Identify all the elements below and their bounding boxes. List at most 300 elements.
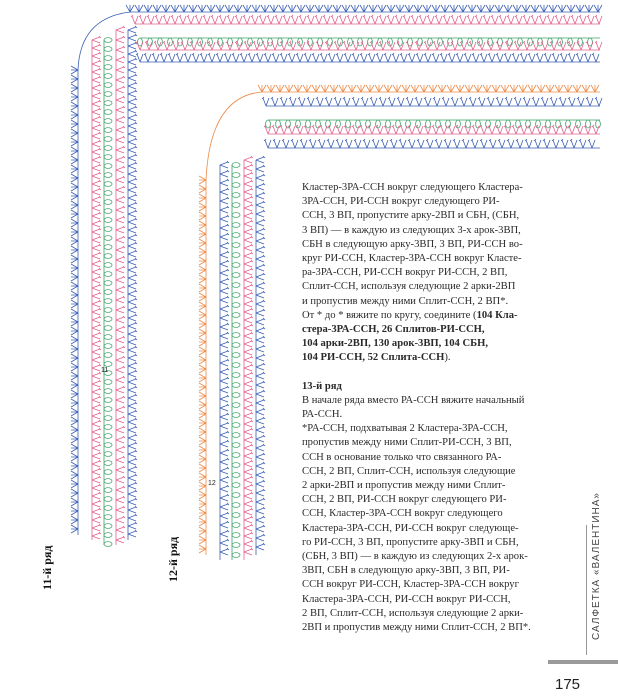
chain-loop	[104, 47, 112, 52]
double-crochet	[584, 53, 591, 62]
double-crochet	[579, 139, 586, 148]
fan-stitch	[126, 5, 134, 12]
double-crochet	[271, 97, 278, 106]
row-13-heading: 13-й ряд	[302, 380, 342, 392]
text-line: (СБН, 3 ВП) — в каждую из следующих 2-х арок-	[302, 551, 528, 563]
double-crochet	[244, 276, 253, 283]
double-crochet	[131, 15, 138, 24]
double-crochet	[444, 139, 451, 148]
double-crochet	[256, 444, 265, 451]
double-crochet	[244, 292, 253, 299]
chain-loop	[232, 463, 240, 468]
double-crochet	[128, 458, 137, 465]
fan-stitch	[474, 85, 482, 92]
double-crochet	[128, 162, 137, 169]
text-line: го РИ-ССН, 3 ВП, пропустите арку-3ВП и СБН,	[302, 536, 519, 548]
fan-stitch	[567, 5, 575, 12]
double-crochet	[256, 336, 265, 343]
double-crochet	[128, 330, 137, 337]
fan-stitch	[199, 311, 206, 319]
fan-stitch	[71, 516, 78, 524]
double-crochet	[384, 53, 391, 62]
double-crochet	[92, 252, 101, 259]
double-crochet	[587, 15, 594, 24]
double-crochet	[128, 530, 137, 537]
chain-loop	[232, 223, 240, 228]
double-crochet	[244, 484, 253, 491]
double-crochet	[256, 354, 265, 361]
double-crochet	[256, 156, 265, 163]
double-crochet	[128, 370, 137, 377]
double-crochet	[92, 124, 101, 131]
double-crochet	[116, 436, 125, 443]
fan-stitch	[199, 473, 206, 481]
double-crochet	[220, 161, 229, 168]
double-crochet	[92, 212, 101, 219]
double-crochet	[555, 15, 562, 24]
double-crochet	[363, 139, 370, 148]
fan-stitch	[495, 5, 503, 12]
double-crochet	[256, 165, 265, 172]
fan-stitch	[564, 85, 572, 92]
row-13-intro	[302, 394, 564, 422]
double-crochet	[244, 452, 253, 459]
double-crochet	[392, 53, 399, 62]
double-crochet	[339, 15, 346, 24]
double-crochet	[244, 316, 253, 323]
double-crochet	[92, 172, 101, 179]
chain-loop	[546, 120, 551, 128]
double-crochet	[128, 186, 137, 193]
fan-stitch	[199, 329, 206, 337]
double-crochet	[323, 15, 330, 24]
double-crochet	[128, 178, 137, 185]
text-line: пропустив между ними Сплит-РИ-ССН, 3 ВП,	[302, 437, 512, 449]
double-crochet	[244, 212, 253, 219]
double-crochet	[315, 15, 322, 24]
fan-stitch	[199, 545, 206, 553]
double-crochet	[283, 15, 290, 24]
double-crochet	[433, 97, 440, 106]
fan-stitch	[71, 201, 78, 209]
double-crochet	[256, 219, 265, 226]
double-crochet	[552, 53, 559, 62]
double-crochet	[92, 476, 101, 483]
fan-stitch	[71, 102, 78, 110]
fan-stitch	[366, 85, 374, 92]
double-crochet	[128, 306, 137, 313]
book-section-title: САЛФЕТКА «ВАЛЕНТИНА»	[591, 492, 602, 640]
chain-loop	[104, 254, 112, 259]
double-crochet	[244, 380, 253, 387]
chain-loop	[104, 344, 112, 349]
double-crochet	[299, 15, 306, 24]
double-crochet	[116, 36, 125, 43]
double-crochet	[343, 97, 350, 106]
double-crochet	[256, 300, 265, 307]
chain-loop	[232, 483, 240, 488]
fan-stitch	[71, 417, 78, 425]
double-crochet	[296, 125, 303, 134]
double-crochet	[128, 386, 137, 393]
double-crochet	[256, 264, 265, 271]
double-crochet	[244, 252, 253, 259]
double-crochet	[116, 26, 125, 33]
double-crochet	[541, 41, 548, 50]
double-crochet	[595, 41, 602, 50]
double-crochet	[568, 53, 575, 62]
double-crochet	[456, 53, 463, 62]
fan-stitch	[71, 192, 78, 200]
double-crochet	[264, 53, 271, 62]
double-crochet	[179, 15, 186, 24]
chain-loop	[104, 443, 112, 448]
double-crochet	[128, 74, 137, 81]
fan-stitch	[71, 219, 78, 227]
double-crochet	[220, 440, 229, 447]
chain-loop	[232, 373, 240, 378]
fan-stitch	[199, 410, 206, 418]
double-crochet	[256, 183, 265, 190]
chain-loop	[232, 423, 240, 428]
text-line: круг РИ-ССН, Кластер-3РА-ССН вокруг Класте-	[302, 253, 522, 265]
fan-stitch	[71, 336, 78, 344]
double-crochet	[92, 332, 101, 339]
double-crochet	[116, 366, 125, 373]
fan-stitch	[447, 85, 455, 92]
row-13-instructions	[302, 422, 564, 635]
double-crochet	[300, 139, 307, 148]
fan-stitch	[71, 444, 78, 452]
fan-stitch	[199, 266, 206, 274]
double-crochet	[595, 15, 602, 24]
double-crochet	[334, 97, 341, 106]
stitch-count: 104 арки-2ВП, 130 арок-3ВП, 104 СБН,	[302, 338, 489, 350]
fan-stitch	[276, 85, 284, 92]
double-crochet	[298, 97, 305, 106]
double-crochet	[256, 201, 265, 208]
double-crochet	[475, 15, 482, 24]
fan-stitch	[546, 85, 554, 92]
double-crochet	[460, 97, 467, 106]
double-crochet	[128, 346, 137, 353]
text-line: *РА-ССН, подхватывая 2 Кластера-3РА-ССН,	[302, 423, 508, 435]
double-crochet	[116, 66, 125, 73]
double-crochet	[426, 139, 433, 148]
fan-stitch	[198, 5, 206, 12]
double-crochet	[559, 97, 566, 106]
double-crochet	[220, 413, 229, 420]
fan-stitch	[369, 5, 377, 12]
double-crochet	[471, 139, 478, 148]
chain-loop	[104, 200, 112, 205]
fan-stitch	[510, 85, 518, 92]
chain-loop	[104, 380, 112, 385]
double-crochet	[92, 92, 101, 99]
double-crochet	[128, 90, 137, 97]
chain-loop	[232, 523, 240, 528]
double-crochet	[116, 106, 125, 113]
double-crochet	[220, 350, 229, 357]
double-crochet	[116, 346, 125, 353]
double-crochet	[488, 53, 495, 62]
fan-stitch	[522, 5, 530, 12]
fan-stitch	[71, 129, 78, 137]
text-line: ССН в основание только что связанного РА-	[302, 451, 502, 463]
fan-stitch	[71, 327, 78, 335]
fan-stitch	[438, 85, 446, 92]
chain-loop	[266, 120, 271, 128]
double-crochet	[128, 418, 137, 425]
chain-loop	[104, 533, 112, 538]
double-crochet	[92, 372, 101, 379]
fan-stitch	[297, 5, 305, 12]
double-crochet	[163, 15, 170, 24]
double-crochet	[244, 188, 253, 195]
double-crochet	[291, 15, 298, 24]
double-crochet	[128, 218, 137, 225]
double-crochet	[116, 176, 125, 183]
fan-stitch	[71, 381, 78, 389]
double-crochet	[563, 15, 570, 24]
double-crochet	[244, 260, 253, 267]
fan-stitch	[71, 363, 78, 371]
double-crochet	[220, 431, 229, 438]
double-crochet	[395, 15, 402, 24]
fan-stitch	[71, 66, 78, 74]
double-crochet	[220, 260, 229, 267]
double-crochet	[499, 15, 506, 24]
double-crochet	[128, 154, 137, 161]
fan-stitch	[199, 401, 206, 409]
double-crochet	[116, 256, 125, 263]
double-crochet	[92, 460, 101, 467]
double-crochet	[220, 314, 229, 321]
fan-stitch	[519, 85, 527, 92]
double-crochet	[128, 266, 137, 273]
double-crochet	[136, 41, 143, 50]
double-crochet	[92, 492, 101, 499]
chain-loop	[356, 120, 361, 128]
fan-stitch	[171, 5, 179, 12]
double-crochet	[220, 530, 229, 537]
chain-loop	[104, 38, 112, 43]
double-crochet	[256, 471, 265, 478]
fan-stitch	[393, 85, 401, 92]
double-crochet	[496, 125, 503, 134]
fan-stitch	[162, 5, 170, 12]
double-crochet	[256, 480, 265, 487]
double-crochet	[256, 381, 265, 388]
fan-stitch	[199, 464, 206, 472]
double-crochet	[232, 53, 239, 62]
double-crochet	[136, 53, 143, 62]
double-crochet	[116, 506, 125, 513]
stitch-count: стера-3РА-ССН, 26 Сплитов-РИ-ССН,	[302, 324, 485, 336]
double-crochet	[514, 97, 521, 106]
double-crochet	[220, 224, 229, 231]
double-crochet	[92, 196, 101, 203]
double-crochet	[211, 15, 218, 24]
fan-stitch	[199, 482, 206, 490]
instructions-text	[302, 181, 564, 635]
double-crochet	[128, 242, 137, 249]
double-crochet	[92, 204, 101, 211]
double-crochet	[220, 188, 229, 195]
chain-loop	[104, 335, 112, 340]
double-crochet	[116, 396, 125, 403]
double-crochet	[336, 139, 343, 148]
double-crochet	[256, 426, 265, 433]
chain-loop	[104, 515, 112, 520]
chain-loop	[104, 173, 112, 178]
chain-loop	[104, 470, 112, 475]
fan-stitch	[549, 5, 557, 12]
double-crochet	[92, 244, 101, 251]
double-crochet	[244, 420, 253, 427]
fan-stitch	[71, 489, 78, 497]
fan-stitch	[450, 5, 458, 12]
double-crochet	[307, 97, 314, 106]
double-crochet	[116, 356, 125, 363]
fan-stitch	[199, 338, 206, 346]
fan-stitch	[477, 5, 485, 12]
double-crochet	[595, 97, 602, 106]
double-crochet	[370, 97, 377, 106]
double-crochet	[220, 494, 229, 501]
double-crochet	[487, 97, 494, 106]
double-crochet	[244, 268, 253, 275]
fan-stitch	[348, 85, 356, 92]
chain-loop	[104, 389, 112, 394]
row-marker-12: 12	[208, 480, 216, 487]
row-12-label: 12-й ряд	[166, 536, 180, 582]
chain-loop	[232, 443, 240, 448]
double-crochet	[355, 15, 362, 24]
double-crochet	[256, 327, 265, 334]
text-line: и пропустив между ними Сплит-ССН, 2 ВП*.	[302, 295, 509, 307]
double-crochet	[116, 216, 125, 223]
double-crochet	[541, 97, 548, 106]
chain-loop	[104, 101, 112, 106]
double-crochet	[536, 125, 543, 134]
text-line: СБН в следующую арку-3ВП, 3 ВП, РИ-ССН во-	[302, 238, 523, 250]
double-crochet	[244, 412, 253, 419]
fan-stitch	[71, 138, 78, 146]
double-crochet	[244, 404, 253, 411]
double-crochet	[483, 15, 490, 24]
fan-stitch	[234, 5, 242, 12]
double-crochet	[92, 292, 101, 299]
fan-stitch	[71, 471, 78, 479]
chain-loop	[104, 245, 112, 250]
double-crochet	[376, 125, 383, 134]
double-crochet	[576, 125, 583, 134]
double-crochet	[220, 548, 229, 555]
double-crochet	[280, 97, 287, 106]
double-crochet	[328, 125, 335, 134]
side-divider	[586, 525, 587, 655]
fan-stitch	[396, 5, 404, 12]
double-crochet	[406, 41, 413, 50]
double-crochet	[220, 206, 229, 213]
double-crochet	[116, 466, 125, 473]
double-crochet	[116, 46, 125, 53]
double-crochet	[220, 233, 229, 240]
fan-stitch	[501, 85, 509, 92]
double-crochet	[235, 15, 242, 24]
double-crochet	[424, 53, 431, 62]
double-crochet	[544, 53, 551, 62]
double-crochet	[220, 521, 229, 528]
double-crochet	[592, 53, 599, 62]
double-crochet	[453, 139, 460, 148]
chain-loop	[232, 303, 240, 308]
double-crochet	[220, 476, 229, 483]
fan-stitch	[71, 264, 78, 272]
double-crochet	[288, 53, 295, 62]
chain-loop	[232, 513, 240, 518]
double-crochet	[523, 41, 530, 50]
chain-loop	[104, 119, 112, 124]
fan-stitch	[71, 174, 78, 182]
double-crochet	[363, 15, 370, 24]
fan-stitch	[339, 85, 347, 92]
double-crochet	[442, 97, 449, 106]
fan-stitch	[71, 246, 78, 254]
double-crochet	[368, 53, 375, 62]
chain-loop	[104, 65, 112, 70]
double-crochet	[256, 318, 265, 325]
fan-stitch	[459, 5, 467, 12]
double-crochet	[568, 125, 575, 134]
chain-loop	[316, 120, 321, 128]
double-crochet	[376, 53, 383, 62]
chain-loop	[232, 323, 240, 328]
double-crochet	[116, 416, 125, 423]
chain-loop	[506, 120, 511, 128]
chain-loop	[104, 416, 112, 421]
double-crochet	[116, 136, 125, 143]
fan-stitch	[199, 248, 206, 256]
double-crochet	[128, 146, 137, 153]
chain-loop	[104, 182, 112, 187]
double-crochet	[192, 53, 199, 62]
double-crochet	[253, 41, 260, 50]
double-crochet	[92, 404, 101, 411]
double-crochet	[307, 15, 314, 24]
double-crochet	[244, 436, 253, 443]
stitch-count: 104 РИ-ССН, 52 Сплита-ССН	[302, 352, 445, 364]
fan-stitch	[558, 5, 566, 12]
double-crochet	[195, 15, 202, 24]
fan-stitch	[71, 84, 78, 92]
double-crochet	[507, 139, 514, 148]
double-crochet	[220, 395, 229, 402]
double-crochet	[92, 316, 101, 323]
double-crochet	[116, 446, 125, 453]
double-crochet	[539, 15, 546, 24]
double-crochet	[128, 210, 137, 217]
double-crochet	[128, 258, 137, 265]
double-crochet	[92, 36, 101, 43]
chain-loop	[104, 164, 112, 169]
double-crochet	[92, 508, 101, 515]
double-crochet	[456, 125, 463, 134]
fan-stitch	[303, 85, 311, 92]
fan-stitch	[71, 147, 78, 155]
fan-stitch	[153, 5, 161, 12]
